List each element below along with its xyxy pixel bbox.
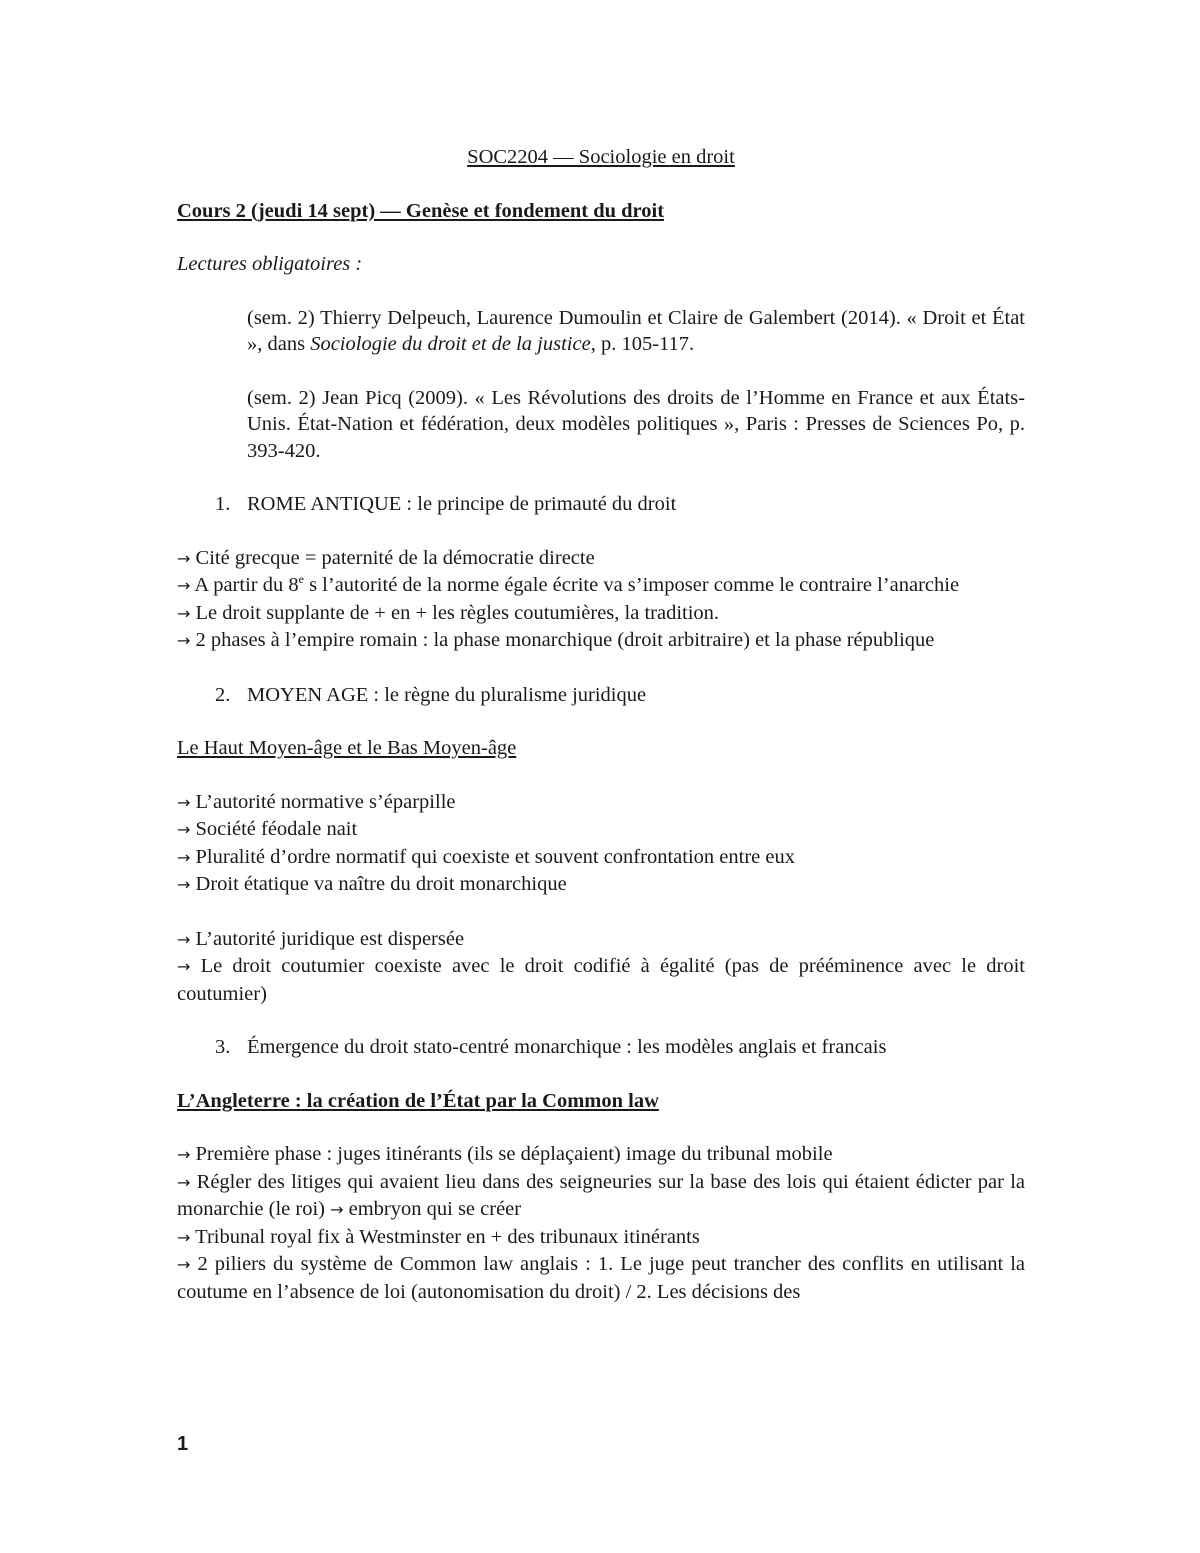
list-item: → Société féodale nait — [177, 818, 358, 840]
list-item: → L’autorité juridique est dispersée — [177, 927, 465, 950]
arrow-icon: → — [177, 957, 191, 976]
list-item: → Droit étatique va naître du droit monarchique — [177, 873, 567, 895]
section-1-title: ROME ANTIQUE : le principe de primauté du droit — [247, 493, 677, 515]
arrow-icon: → — [177, 1255, 191, 1274]
arrow-icon: → — [177, 631, 191, 650]
list-item: → L’autorité normative s’éparpille — [177, 790, 456, 813]
list-item: → 2 piliers du système de Common law anglais : 1. Le juge peut trancher des conflits en utilisant la coutume en l’absence de loi (autonomisation du droit) / 2. Les décisions des — [177, 1253, 1025, 1303]
document-title: SOC2204 — Sociologie en droit — [467, 146, 735, 168]
list-item: → Cité grecque = paternité de la démocratie directe — [177, 546, 595, 569]
arrow-icon: → — [177, 792, 191, 812]
list-item: → A partir du 8e s l’autorité de la norme égale écrite va s’imposer comme le contraire l’anarchie — [177, 572, 960, 596]
arrow-icon: → — [177, 820, 191, 839]
section-3-heading — [215, 1034, 1025, 1061]
arrow-icon: → — [177, 875, 191, 894]
section-2-title: MOYEN AGE : le règne du pluralisme juridique — [247, 683, 647, 706]
reading-1-book-title: Sociologie du droit et de la justice — [310, 333, 591, 355]
list-item: → Le droit supplante de + en + les règles coutumières, la tradition. — [177, 601, 720, 624]
page-number: 1 — [177, 1433, 189, 1455]
arrow-icon: → — [177, 548, 191, 568]
reading-1: (sem. 2) Thierry Delpeuch, Laurence Dumoulin et Claire de Galembert (2014). « Droit et État », dans Sociologie du droit et de la justice, p. 105-117. — [247, 306, 1025, 355]
section-1-number: 1. — [215, 493, 231, 515]
readings-label: Lectures obligatoires : — [177, 253, 363, 275]
list-item: → Tribunal royal fix à Westminster en + des tribunaux itinérants — [177, 1225, 700, 1248]
arrow-icon: → — [177, 929, 191, 949]
arrow-icon: → — [177, 847, 191, 867]
section-3-title: Émergence du droit stato-centré monarchique : les modèles anglais et francais — [247, 1036, 887, 1058]
list-item: → Première phase : juges itinérants (ils se déplaçaient) image du tribunal mobile — [177, 1143, 833, 1165]
arrow-icon: → — [177, 603, 191, 623]
list-item: → Régler des litiges qui avaient lieu dans des seigneuries sur la base des lois qui étaient édicter par la monarchie (le roi) → embryon qui se créer — [177, 1170, 1026, 1220]
arrow-icon: → — [177, 576, 191, 595]
arrow-icon: → — [177, 1227, 191, 1247]
page-content — [177, 144, 1025, 1305]
section-3-subheading: L’Angleterre : la création de l’État par la Common law — [177, 1089, 659, 1112]
arrow-icon: → — [177, 1145, 191, 1164]
section-1-heading — [215, 491, 1025, 518]
section-2-subheading: Le Haut Moyen-âge et le Bas Moyen-âge — [177, 737, 517, 759]
list-item: → 2 phases à l’empire romain : la phase monarchique (droit arbitraire) et la phase république — [177, 629, 935, 651]
section-2-number: 2. — [215, 683, 231, 706]
reading-2: (sem. 2) Jean Picq (2009). « Les Révolutions des droits de l’Homme en France et aux États-Unis. État-Nation et fédération, deux modèles politiques », Paris : Presses de Sciences Po, p. 393-420. — [247, 386, 1025, 462]
course-heading: Cours 2 (jeudi 14 sept) — Genèse et fondement du droit — [177, 199, 665, 222]
section-3-number: 3. — [215, 1036, 231, 1058]
list-item: → Pluralité d’ordre normatif qui coexiste et souvent confrontation entre eux — [177, 845, 795, 868]
arrow-icon: → — [177, 1172, 191, 1192]
section-2-heading — [215, 682, 1025, 709]
list-item: → Le droit coutumier coexiste avec le droit codifié à égalité (pas de prééminence avec le droit coutumier) — [177, 955, 1025, 1005]
arrow-icon: → — [330, 1200, 344, 1219]
